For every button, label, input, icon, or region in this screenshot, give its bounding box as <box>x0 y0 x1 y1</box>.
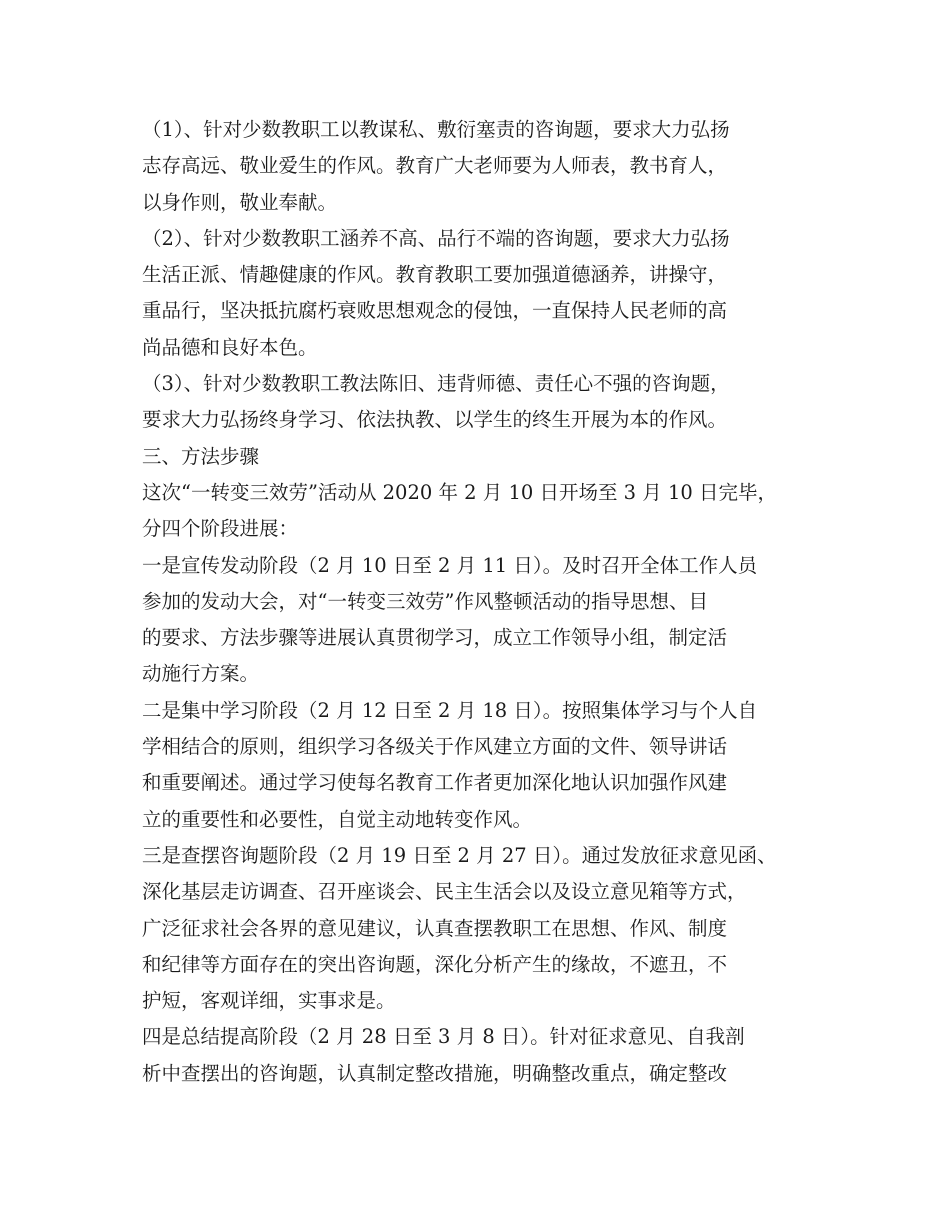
text-line: 分四个阶段进展： <box>142 517 299 541</box>
text-line: 生活正派、情趣健康的作风。教育教职工要加强道德涵养，讲操守， <box>142 263 728 287</box>
text-line: 一是宣传发动阶段（2 月 10 日至 2 月 11 日）。及时召开全体工作人员 <box>142 553 758 577</box>
text-line: 动施行方案。 <box>142 662 260 686</box>
text-line: 学相结合的原则，组织学习各级关于作风建立方面的文件、领导讲话 <box>142 735 728 759</box>
text-line: 重品行，坚决抵抗腐朽衰败思想观念的侵蚀，一直保持人民老师的高 <box>142 299 728 323</box>
text-line: 的要求、方法步骤等进展认真贯彻学习，成立工作领导小组，制定活 <box>142 626 728 650</box>
text-line: 尚品德和良好本色。 <box>142 335 318 359</box>
document-body <box>142 112 842 1092</box>
text-line: 和重要阐述。通过学习使每名教育工作者更加深化地认识加强作风建 <box>142 771 728 795</box>
text-line: 和纪律等方面存在的突出咨询题，深化分析产生的缘故，不遮丑，不 <box>142 952 728 976</box>
text-line: （2）、针对少数教职工涵养不高、品行不端的咨询题，要求大力弘扬 <box>142 226 730 250</box>
text-line: 这次“一转变三效劳”活动从 2020 年 2 月 10 日开场至 3 月 10 日完毕， <box>142 480 777 504</box>
text-line: （3）、针对少数教职工教法陈旧、违背师德、责任心不强的咨询题， <box>142 372 730 396</box>
text-line: 析中查摆出的咨询题，认真制定整改措施，明确整改重点，确定整改 <box>142 1061 728 1085</box>
text-line: 立的重要性和必要性，自觉主动地转变作风。 <box>142 807 533 831</box>
section-heading: 三、方法步骤 <box>142 444 260 468</box>
text-line: 深化基层走访调查、召开座谈会、民主生活会以及设立意见箱等方式， <box>142 880 747 904</box>
text-line: 要求大力弘扬终身学习、依法执教、以学生的终生开展为本的作风。 <box>142 408 728 432</box>
text-line: 以身作则，敬业奉献。 <box>142 190 338 214</box>
text-line: 参加的发动大会，对“一转变三效劳”作风整顿活动的指导思想、目 <box>142 589 708 613</box>
text-line: 广泛征求社会各界的意见建议，认真查摆教职工在思想、作风、制度 <box>142 916 728 940</box>
text-line: 护短，客观详细，实事求是。 <box>142 989 396 1013</box>
text-line: 三是查摆咨询题阶段（2 月 19 日至 2 月 27 日）。通过发放征求意见函、 <box>142 843 777 867</box>
text-line: 志存高远、敬业爱生的作风。教育广大老师要为人师表，教书育人， <box>142 154 728 178</box>
text-line: 四是总结提高阶段（2 月 28 日至 3 月 8 日）。针对征求意见、自我剖 <box>142 1025 745 1049</box>
text-line: （1）、针对少数教职工以教谋私、敷衍塞责的咨询题，要求大力弘扬 <box>142 118 730 141</box>
text-line: 二是集中学习阶段（2 月 12 日至 2 月 18 日）。按照集体学习与个人自 <box>142 698 758 722</box>
